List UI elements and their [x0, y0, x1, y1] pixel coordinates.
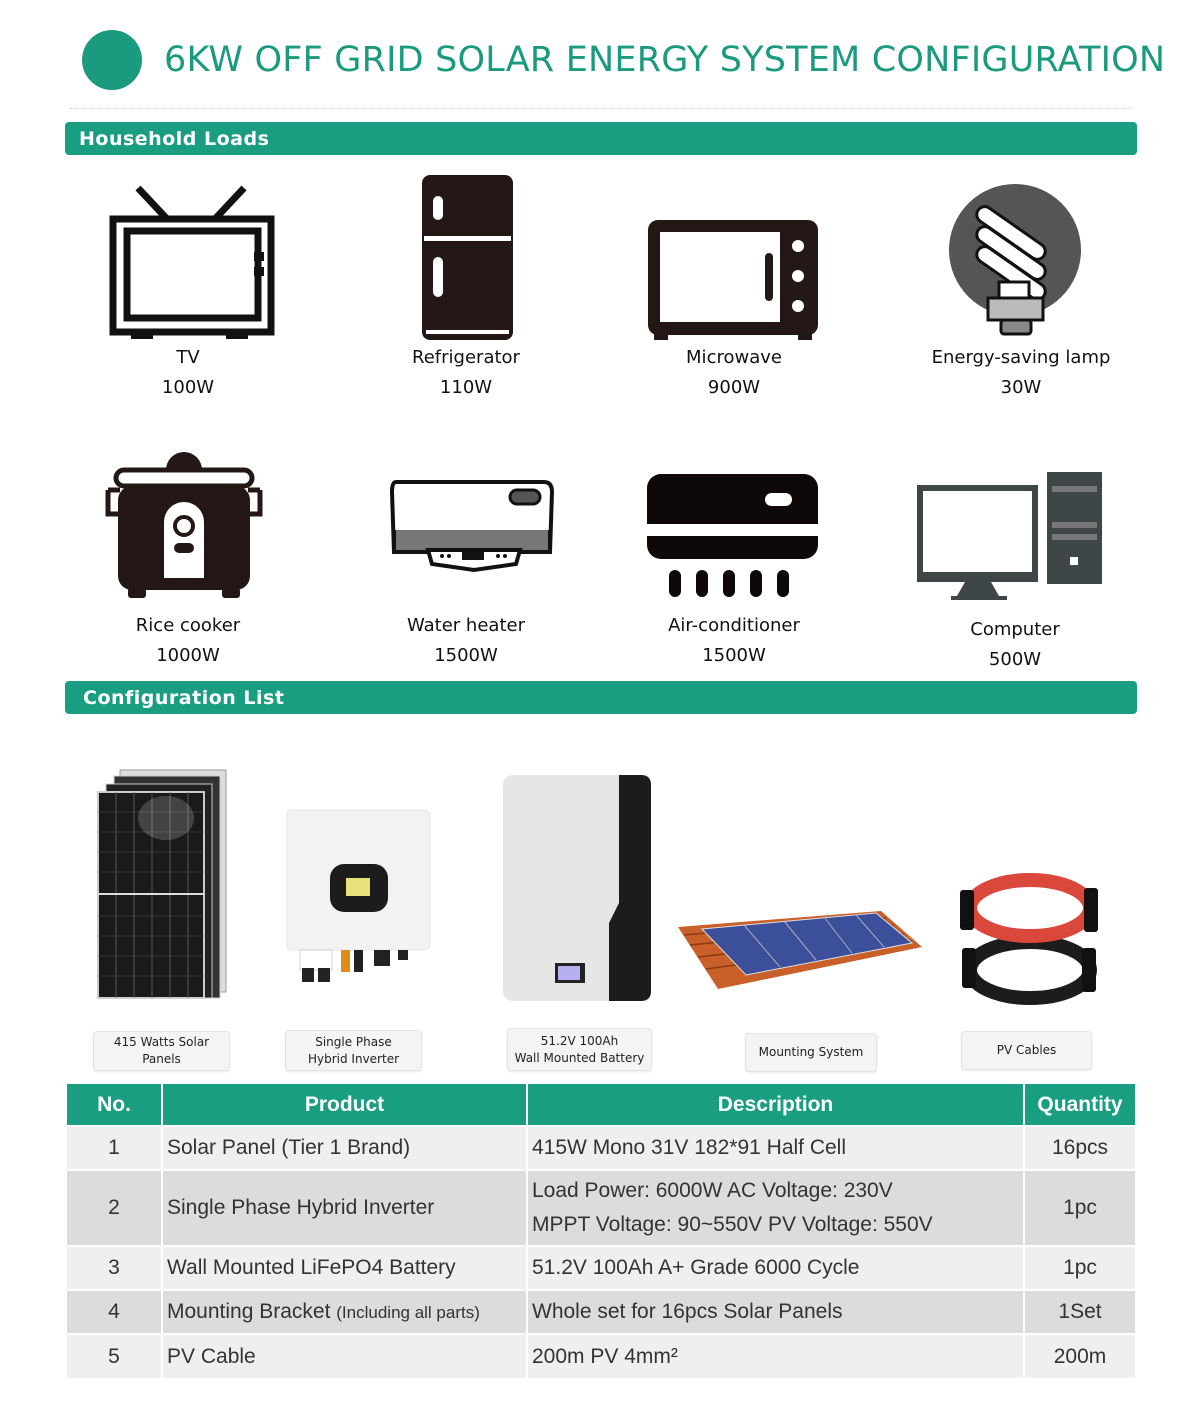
section-household-loads: Household Loads: [65, 122, 1137, 155]
water-heater-icon: [346, 442, 586, 600]
product-label-cables: PV Cables: [961, 1031, 1092, 1070]
load-item-air-conditioner: Air-conditioner 1500W: [614, 442, 854, 668]
table-row: 2 Single Phase Hybrid Inverter Load Power: 6000W AC Voltage: 230V MPPT Voltage: 90~550V PV Voltage: 550V 1pc: [67, 1170, 1135, 1246]
pv-cables-image: [956, 868, 1104, 1008]
product-label-mounting: Mounting System: [745, 1033, 877, 1072]
table-row: 5 PV Cable 200m PV 4mm² 200m: [67, 1334, 1135, 1378]
configuration-table: [67, 1084, 1135, 1378]
product-label-inverter: Single Phase Hybrid Inverter: [285, 1030, 422, 1071]
lamp-icon: [901, 170, 1141, 340]
mounting-system-image: [676, 905, 926, 990]
air-conditioner-icon: [614, 442, 854, 600]
refrigerator-icon: [346, 170, 586, 340]
load-item-microwave: Microwave 900W: [614, 170, 854, 400]
table-header-row: [67, 1084, 1135, 1126]
tv-icon: [68, 170, 308, 340]
solar-panels-image: [96, 768, 228, 1000]
header-no: No.: [67, 1084, 162, 1126]
table-row: 1 Solar Panel (Tier 1 Brand) 415W Mono 31V 182*91 Half Cell 16pcs: [67, 1126, 1135, 1170]
rice-cooker-icon: [68, 442, 308, 600]
wall-battery-image: [501, 773, 653, 1003]
product-label-battery: 51.2V 100Ah Wall Mounted Battery: [507, 1028, 652, 1071]
product-label-solar-panels: 415 Watts Solar Panels: [93, 1031, 230, 1071]
hybrid-inverter-image: [286, 808, 432, 986]
load-item-water-heater: Water heater 1500W: [346, 442, 586, 668]
load-item-rice-cooker: Rice cooker 1000W: [68, 442, 308, 668]
section-configuration-list: Configuration List: [65, 681, 1137, 714]
page-title: 6KW OFF GRID SOLAR ENERGY SYSTEM CONFIGURATION: [164, 40, 1166, 80]
header-product: Product: [162, 1084, 527, 1126]
load-item-refrigerator: Refrigerator 110W: [346, 170, 586, 400]
table-row: 4 Mounting Bracket (Including all parts) Whole set for 16pcs Solar Panels 1Set: [67, 1290, 1135, 1334]
load-item-tv: TV 100W: [68, 170, 308, 400]
load-item-computer: Computer 500W: [895, 442, 1135, 672]
table-row: 3 Wall Mounted LiFePO4 Battery 51.2V 100Ah A+ Grade 6000 Cycle 1pc: [67, 1246, 1135, 1290]
page-header: [82, 30, 1165, 90]
microwave-icon: [614, 170, 854, 340]
header-quantity: Quantity: [1024, 1084, 1135, 1126]
header-description: Description: [527, 1084, 1024, 1126]
computer-icon: [895, 442, 1135, 604]
load-item-lamp: Energy-saving lamp 30W: [901, 170, 1141, 400]
title-dot-icon: [82, 30, 142, 90]
divider: [70, 108, 1132, 109]
